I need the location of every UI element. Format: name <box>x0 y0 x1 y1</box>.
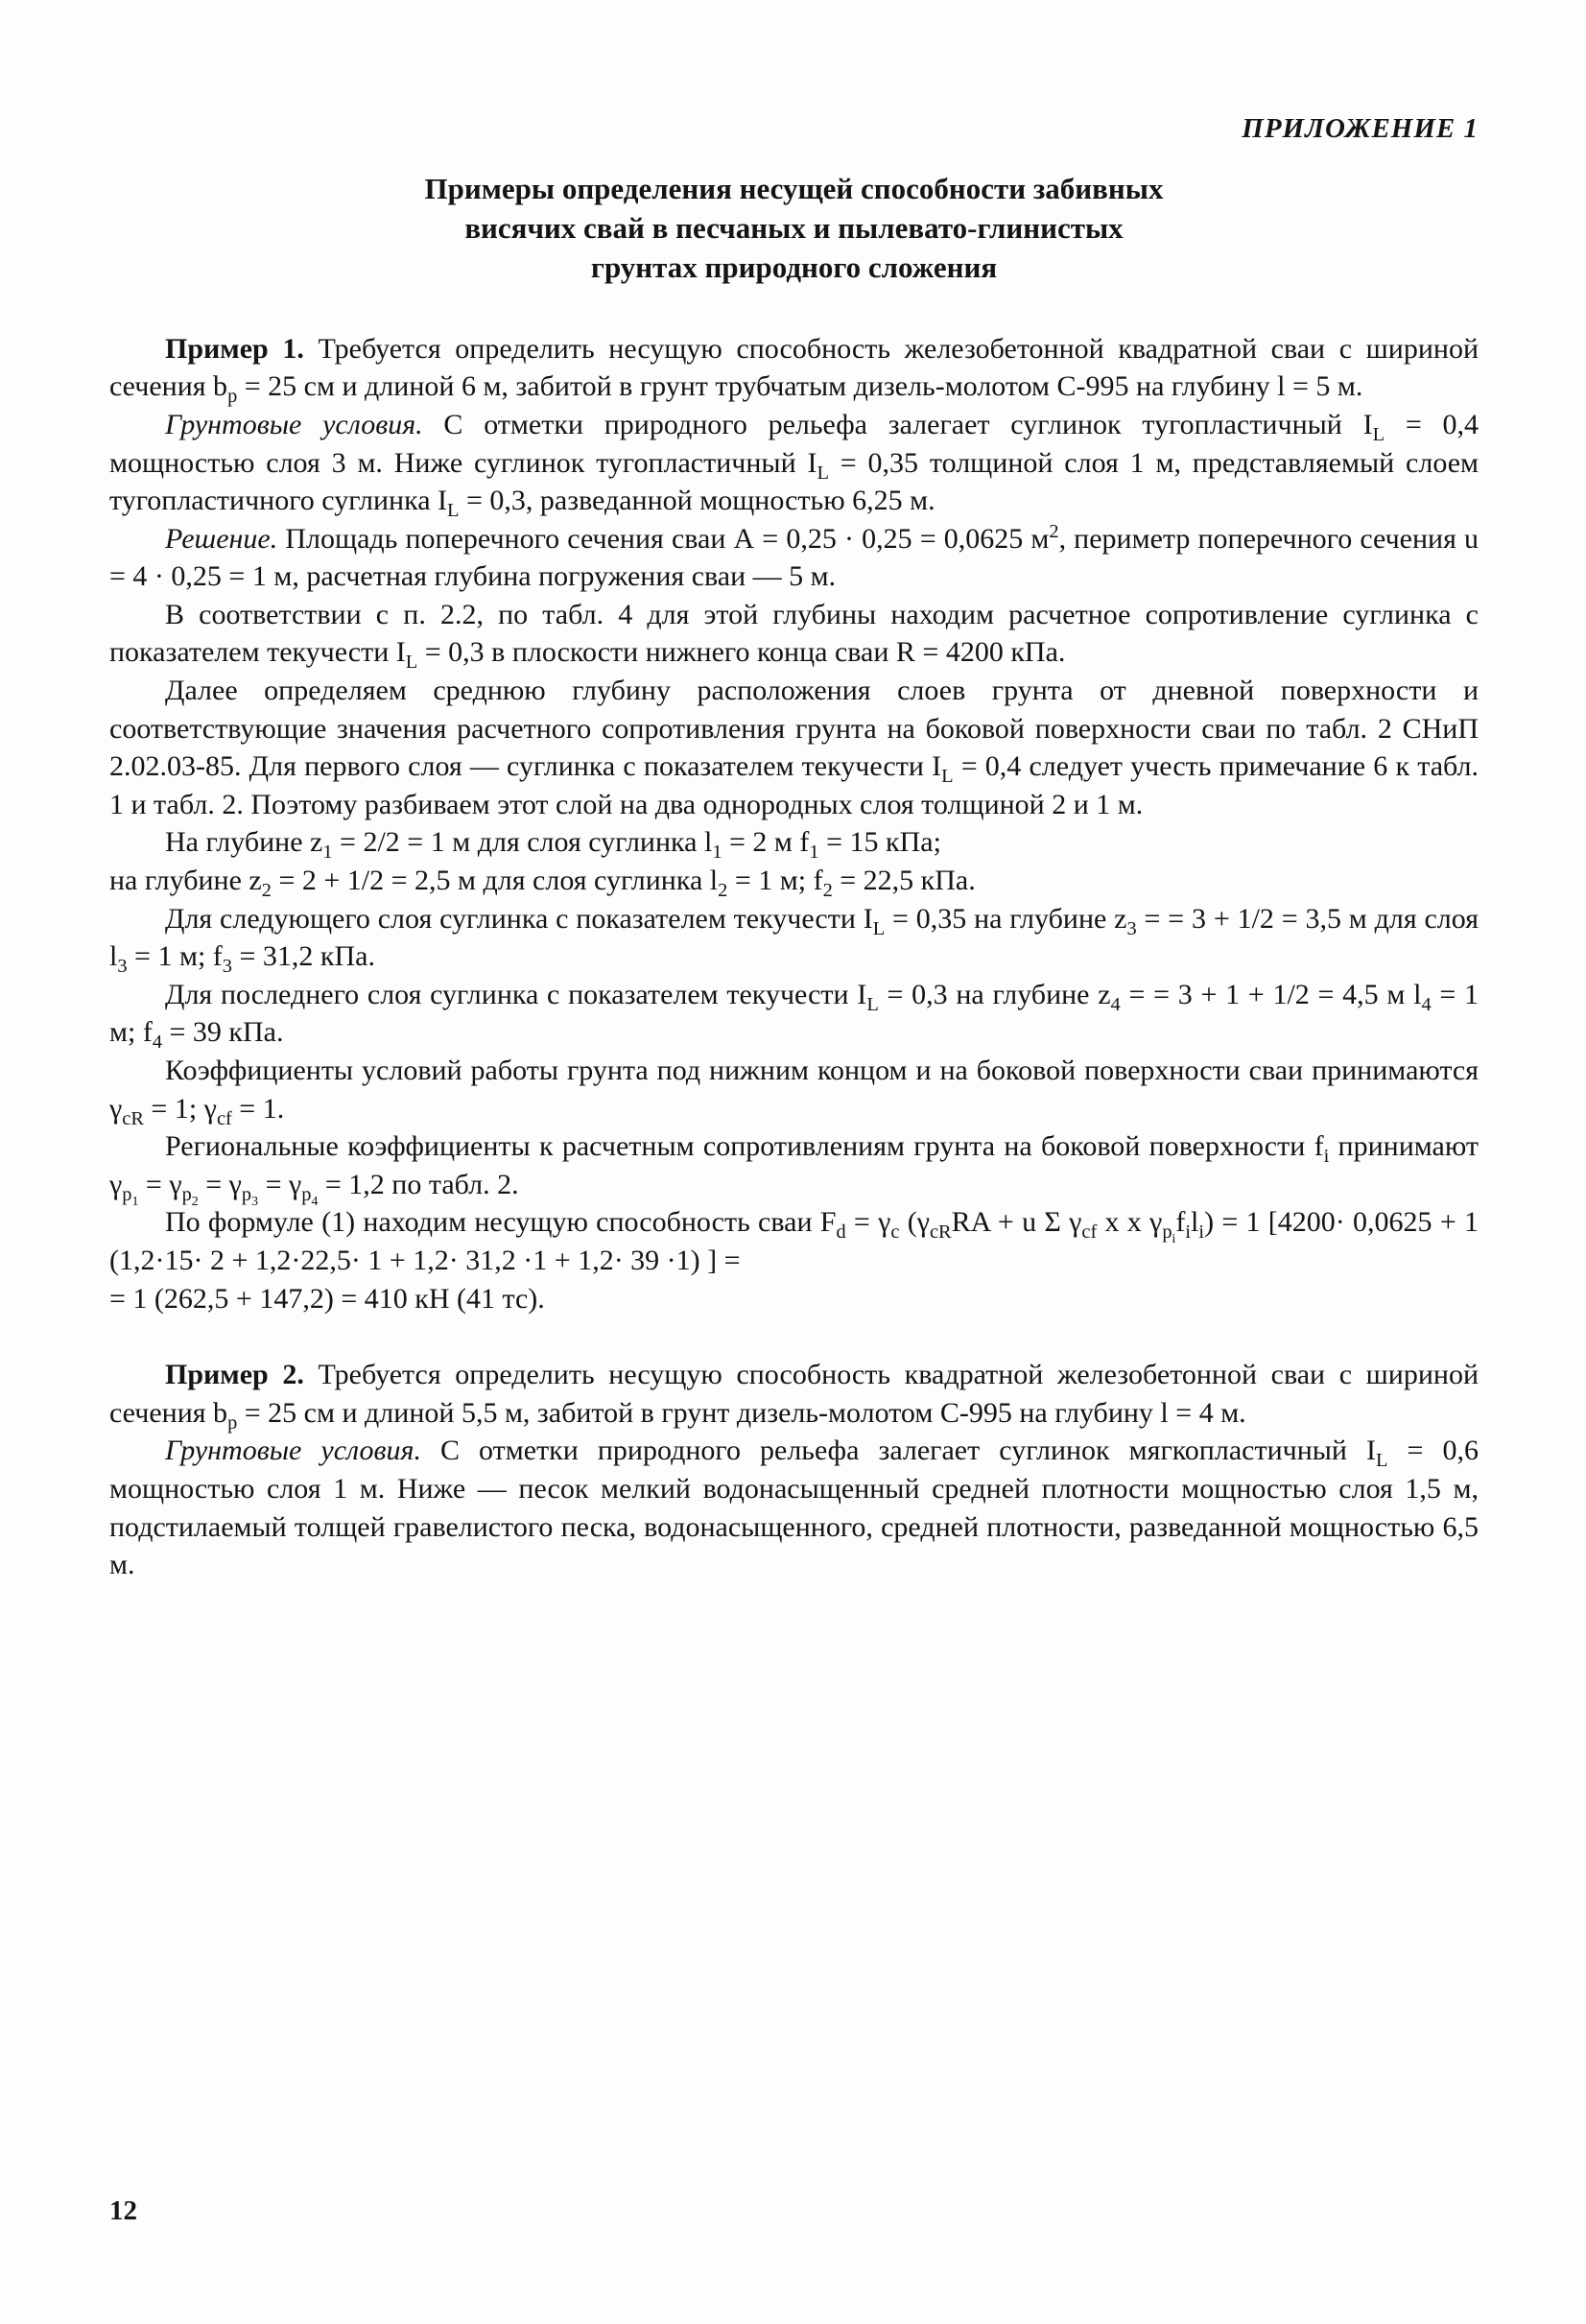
paragraph-depth-z4: Для последнего слоя суглинка с показателем текучести $I_L = 0,3$ на глубине $z_4$ = = 3 + 1 + 1/2 = 4,5 м $l_4 = 1$ м; $f_4 = 39$ кПа. <box>109 978 1479 1054</box>
title-line-3: грунтах природного сложения <box>590 249 998 284</box>
paragraph-work-coefficients: Коэффициенты условий работы грунта под нижним концом и на боковой поверхности сваи принимаются $\gamma_{cR} = 1$; $\gamma_{cf} = 1$. <box>109 1055 1479 1129</box>
paragraph-formula-result: = 1 (262,5 + 147,2) = 410 кН (41 тс). <box>109 1282 545 1315</box>
paragraph-layer-depths: Далее определяем среднюю глубину расположения слоев грунта от дневной поверхности и соответствующие значения расчетного сопротивления грунта на боковой поверхности сваи по табл. 2 СНиП 2.02.03-85. Для первого слоя — суглинка с показателем текучести $I_L = 0,4$ следует учесть примечание 6 к табл. 1 и табл. 2. Поэтому разбиваем этот слой на два однородных слоя толщиной 2 и 1 м. <box>109 675 1479 820</box>
paragraph-depth-z2: на глубине $z_2 = 2 + 1/2 = 2,5$ м для слоя суглинка $l_2 = 1$ м; $f_2 = 22,5$ кПа. <box>109 865 976 902</box>
paragraph-example2-intro: Пример 2. Требуется определить несущую способность квадратной железобетонной сваи с шириной сечения $b_p = 25$ см и длиной 5,5 м, забитой в грунт дизель-молотом С-995 на глубину l = 4 м. <box>109 1359 1479 1434</box>
page-number: 12 <box>109 2195 137 2226</box>
document-body <box>109 330 1479 1584</box>
paragraph-depth-z3: Для следующего слоя суглинка с показателем текучести $I_L = 0,35$ на глубине $z_3$ = = 3 + 1/2 = 3,5 м для слоя $l_3 = 1$ м; $f_3 = 31,2$ кПа. <box>109 902 1479 978</box>
paragraph-example1-intro: Пример 1. Требуется определить несущую способность железобетонной квадратной сваи с шириной сечения $b_p = 25$ см и длиной 6 м, забитой в грунт трубчатым дизель-молотом С-995 на глубину l = 5 м. <box>109 332 1479 408</box>
paragraph-soil-conditions-1: Грунтовые условия. С отметки природного рельефа залегает суглинок тугопластичный $I_L = 0,4$ мощностью слоя 3 м. Ниже суглинок тугопластичный $I_L = 0,35$ толщиной слоя 1 м, представляемый слоем тугопластичного суглинка $I_L = 0,3$, разведанной мощностью 6,25 м. <box>109 408 1479 522</box>
title-line-2: висячих свай в песчаных и пылевато-глинистых <box>464 210 1124 245</box>
appendix-label: ПРИЛОЖЕНИЕ 1 <box>1242 113 1479 144</box>
paragraph-table4-resistance: В соответствии с п. 2.2, по табл. 4 для этой глубины находим расчетное сопротивление суглинка с показателем текучести $I_L = 0,3$ в плоскости нижнего конца сваи R = 4200 кПа. <box>109 598 1479 674</box>
paragraph-formula-1: По формуле (1) находим несущую способность сваи $F_d = \gamma_c$ ($\gamma_{cR}RA + u$ Σ $\gamma_{cf}$ х х $\gamma_{p_i}f_il_i) = 1$ [4200· 0,0625 + 1 (1,2·15· 2 + 1,2·22,5· 1 + 1,2· 31,2 ·1 + 1,2· 39 ·1) ] = <box>109 1206 1479 1276</box>
paragraph-regional-coefficients: Региональные коэффициенты к расчетным сопротивлениям грунта на боковой поверхности $f_i$ принимают $\gamma_{p_1} = \gamma_{p_2} = \gamma_{p_3} = \gamma_{p_4} = 1,2$ по табл. 2. <box>109 1130 1479 1209</box>
paragraph-solution: Решение. Площадь поперечного сечения сваи А = 0,25 · 0,25 = 0,0625 $м^2$, периметр поперечного сечения u = 4 · 0,25 = 1 м, расчетная глубина погружения сваи — 5 м. <box>109 520 1479 593</box>
paragraph-soil-conditions-2: Грунтовые условия. С отметки природного рельефа залегает суглинок мягкопластичный $I_L = 0,6$ мощностью слоя 1 м. Ниже — песок мелкий водонасыщенный средней плотности мощностью слоя 1,5 м, подстилаемый толщей гравелистого песка, водонасыщенного, средней плотности, разведанной мощностью 6,5 м. <box>109 1435 1479 1581</box>
document-title <box>109 170 1479 288</box>
title-line-1: Примеры определения несущей способности забивных <box>424 172 1164 205</box>
paragraph-depth-z1: На глубине $z_1 = 2/2 = 1$ м для слоя суглинка $l_1 = 2$ м $f_1 = 15$ кПа; <box>165 826 941 864</box>
